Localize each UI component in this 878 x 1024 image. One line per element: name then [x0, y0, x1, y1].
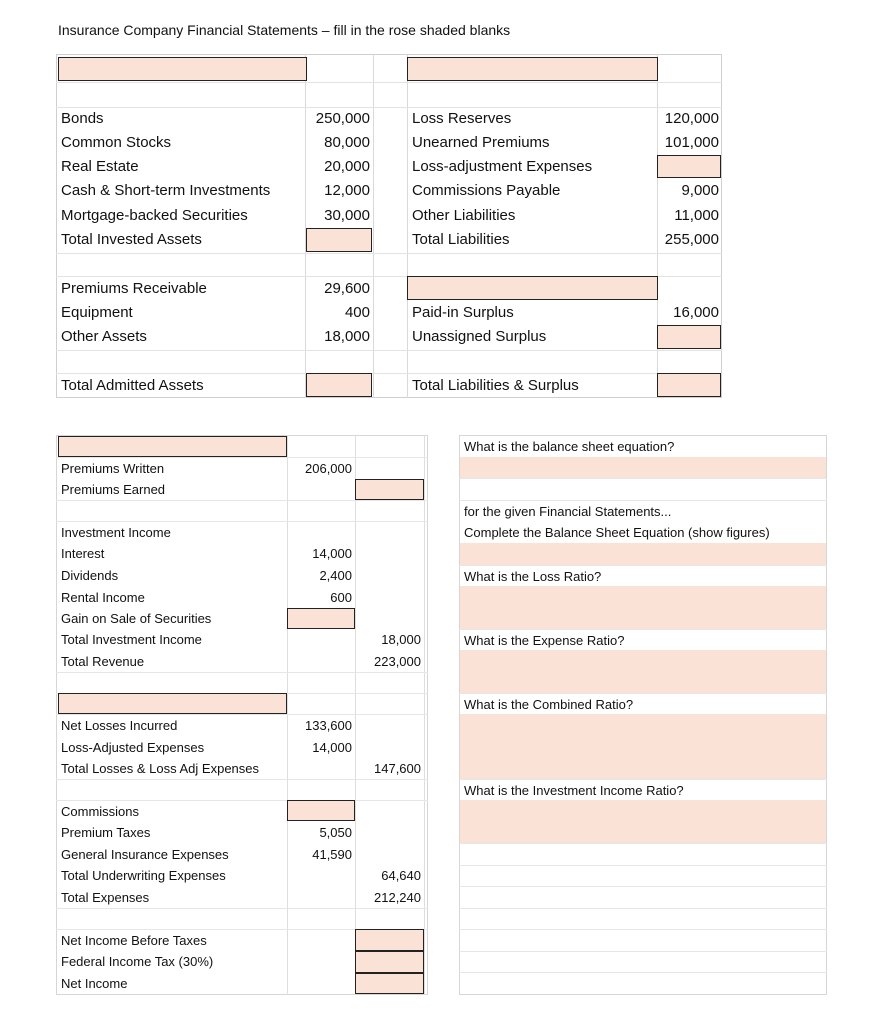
liability-label: Unearned Premiums	[412, 134, 550, 151]
liability-value: 16,000	[673, 304, 719, 321]
income-label: Interest	[61, 546, 105, 561]
income-label: Total Revenue	[61, 654, 145, 669]
income-label: Net Income Before Taxes	[61, 933, 207, 948]
asset-value: 250,000	[315, 110, 370, 127]
asset-label: Real Estate	[61, 158, 139, 175]
liability-label: Other Liabilities	[412, 207, 516, 224]
answer-area[interactable]	[460, 543, 826, 565]
grid-line	[459, 478, 827, 479]
grid-line	[56, 779, 428, 780]
liability-value: 120,000	[664, 110, 719, 127]
total-invested-assets-blank[interactable]	[306, 228, 372, 252]
grid-line	[459, 929, 827, 930]
income-label: Premiums Written	[61, 461, 165, 476]
asset-label: Premiums Receivable	[61, 280, 207, 297]
grid-line	[56, 82, 722, 83]
total-admitted-assets-blank[interactable]	[306, 373, 372, 397]
income-label: Total Underwriting Expenses	[61, 868, 226, 883]
liability-value: 11,000	[674, 207, 719, 224]
unassigned-surplus-blank[interactable]	[657, 325, 721, 349]
income-value: 133,600	[305, 718, 352, 733]
liability-label: Loss Reserves	[412, 110, 512, 127]
liability-label: Commissions Payable	[412, 182, 561, 199]
asset-value: 400	[344, 304, 370, 321]
income-total: 147,600	[374, 761, 421, 776]
loss-adjustment-expenses-blank[interactable]	[657, 155, 721, 178]
income-value: 206,000	[305, 461, 352, 476]
liability-label: Loss-adjustment Expenses	[412, 158, 593, 175]
income-total: 223,000	[374, 654, 421, 669]
asset-label: Bonds	[61, 110, 104, 127]
gain-on-sale-blank[interactable]	[287, 608, 355, 629]
grid-line	[56, 908, 428, 909]
income-label: Investment Income	[61, 525, 171, 540]
answer-area[interactable]	[460, 800, 826, 843]
grid-line	[459, 908, 827, 909]
income-value: 41,590	[312, 847, 352, 862]
liabilities-heading-blank[interactable]	[407, 57, 658, 81]
liability-value: 9,000	[681, 182, 719, 199]
asset-label: Equipment	[61, 304, 133, 321]
question-given-statements: for the given Financial Statements...	[464, 504, 672, 519]
commissions-blank[interactable]	[287, 800, 355, 821]
income-label: Commissions	[61, 804, 140, 819]
income-label: Premium Taxes	[61, 825, 151, 840]
income-total: 64,640	[381, 868, 421, 883]
assets-heading-blank[interactable]	[58, 57, 307, 81]
income-value: 600	[330, 590, 352, 605]
income-total: 18,000	[381, 632, 421, 647]
liability-value: 101,000	[664, 134, 719, 151]
income-label: Total Losses & Loss Adj Expenses	[61, 761, 260, 776]
income-label: Gain on Sale of Securities	[61, 611, 212, 626]
income-value: 14,000	[312, 546, 352, 561]
grid-line	[56, 350, 722, 351]
asset-label: Mortgage-backed Securities	[61, 207, 248, 224]
asset-value: 30,000	[324, 207, 370, 224]
question-investment-income-ratio: What is the Investment Income Ratio?	[464, 783, 684, 798]
income-label: Dividends	[61, 568, 119, 583]
asset-value: 18,000	[324, 328, 370, 345]
surplus-heading-blank[interactable]	[407, 276, 658, 300]
liability-value: 255,000	[664, 231, 719, 248]
grid-line	[459, 865, 827, 866]
liability-label: Total Liabilities	[412, 231, 510, 248]
asset-value: 20,000	[324, 158, 370, 175]
income-label: Loss-Adjusted Expenses	[61, 740, 205, 755]
answer-area[interactable]	[460, 650, 826, 693]
question-combined-ratio: What is the Combined Ratio?	[464, 697, 634, 712]
grid-line	[56, 107, 722, 108]
grid-line	[459, 886, 827, 887]
asset-value: 80,000	[324, 134, 370, 151]
total-liabilities-surplus-blank[interactable]	[657, 373, 721, 397]
grid-line	[355, 435, 356, 995]
grid-line	[407, 54, 408, 398]
liability-label: Unassigned Surplus	[412, 328, 547, 345]
answer-area[interactable]	[460, 457, 826, 478]
income-label: Net Losses Incurred	[61, 718, 178, 733]
income-label: Federal Income Tax (30%)	[61, 954, 214, 969]
income-label: Total Expenses	[61, 890, 150, 905]
federal-income-tax-blank[interactable]	[355, 951, 424, 973]
asset-label: Other Assets	[61, 328, 147, 345]
premiums-earned-blank[interactable]	[355, 479, 424, 500]
losses-heading-blank[interactable]	[58, 693, 287, 714]
income-label: Premiums Earned	[61, 482, 166, 497]
asset-label: Cash & Short-term Investments	[61, 182, 271, 199]
question-balance-sheet-equation: What is the balance sheet equation?	[464, 439, 675, 454]
net-income-before-taxes-blank[interactable]	[355, 929, 424, 951]
income-value: 14,000	[312, 740, 352, 755]
liability-label: Paid-in Surplus	[412, 304, 514, 321]
income-label: General Insurance Expenses	[61, 847, 229, 862]
net-income-blank[interactable]	[355, 973, 424, 994]
income-label: Net Income	[61, 976, 128, 991]
income-total: 212,240	[374, 890, 421, 905]
grid-line	[56, 253, 722, 254]
question-loss-ratio: What is the Loss Ratio?	[464, 569, 602, 584]
answer-area[interactable]	[460, 714, 826, 779]
question-complete-equation: Complete the Balance Sheet Equation (show figures)	[464, 525, 770, 540]
asset-label: Total Admitted Assets	[61, 377, 204, 394]
income-label: Total Investment Income	[61, 632, 202, 647]
asset-value: 29,600	[324, 280, 370, 297]
revenue-heading-blank[interactable]	[58, 436, 287, 457]
question-expense-ratio: What is the Expense Ratio?	[464, 633, 625, 648]
grid-line	[424, 435, 425, 995]
grid-line	[459, 843, 827, 844]
grid-line	[56, 672, 428, 673]
page-title: Insurance Company Financial Statements – fill in the rose shaded blanks	[58, 22, 511, 38]
income-label: Rental Income	[61, 590, 145, 605]
grid-line	[459, 951, 827, 952]
liability-label: Total Liabilities & Surplus	[412, 377, 579, 394]
grid-line	[56, 500, 428, 501]
answer-area[interactable]	[460, 586, 826, 629]
grid-line	[373, 54, 374, 398]
asset-label: Common Stocks	[61, 134, 172, 151]
asset-value: 12,000	[324, 182, 370, 199]
income-value: 5,050	[319, 825, 352, 840]
income-value: 2,400	[319, 568, 352, 583]
grid-line	[459, 972, 827, 973]
asset-label: Total Invested Assets	[61, 231, 202, 248]
